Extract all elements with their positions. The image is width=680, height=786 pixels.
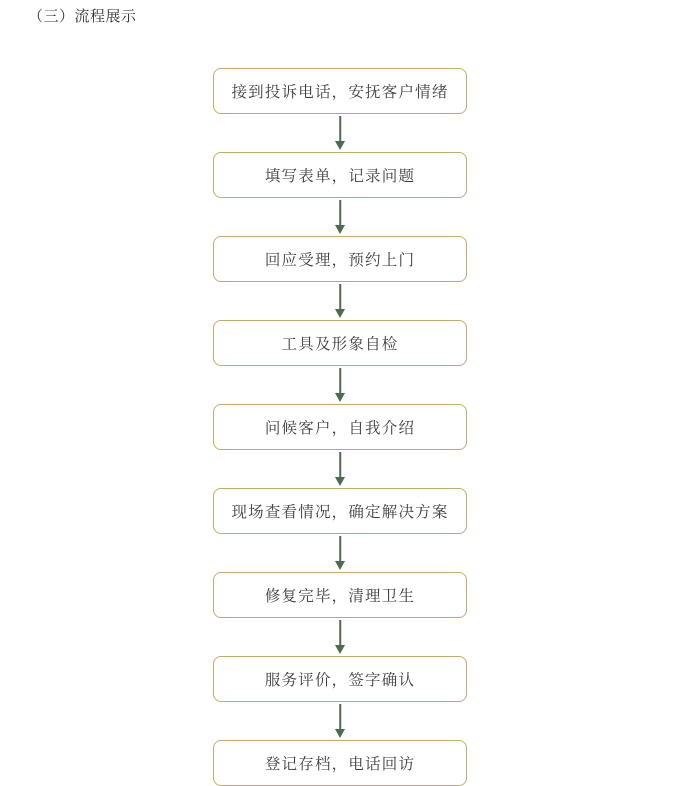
flow-node: 填写表单，记录问题 [213,152,467,198]
page-title: （三）流程展示 [28,8,137,25]
flow-node: 服务评价，签字确认 [213,656,467,702]
flow-node: 工具及形象自检 [213,320,467,366]
arrow-down-icon [333,114,347,152]
flow-node: 问候客户，自我介绍 [213,404,467,450]
arrow-down-icon [333,282,347,320]
arrow-down-icon [333,534,347,572]
arrow-down-icon [333,198,347,236]
flow-node: 修复完毕，清理卫生 [213,572,467,618]
arrow-down-icon [333,450,347,488]
flow-node: 接到投诉电话，安抚客户情绪 [213,68,467,114]
arrow-down-icon [333,366,347,404]
flow-node: 登记存档，电话回访 [213,740,467,786]
arrow-down-icon [333,702,347,740]
arrow-down-icon [333,618,347,656]
flow-node: 现场查看情况，确定解决方案 [213,488,467,534]
flowchart [0,68,680,786]
flow-node: 回应受理，预约上门 [213,236,467,282]
